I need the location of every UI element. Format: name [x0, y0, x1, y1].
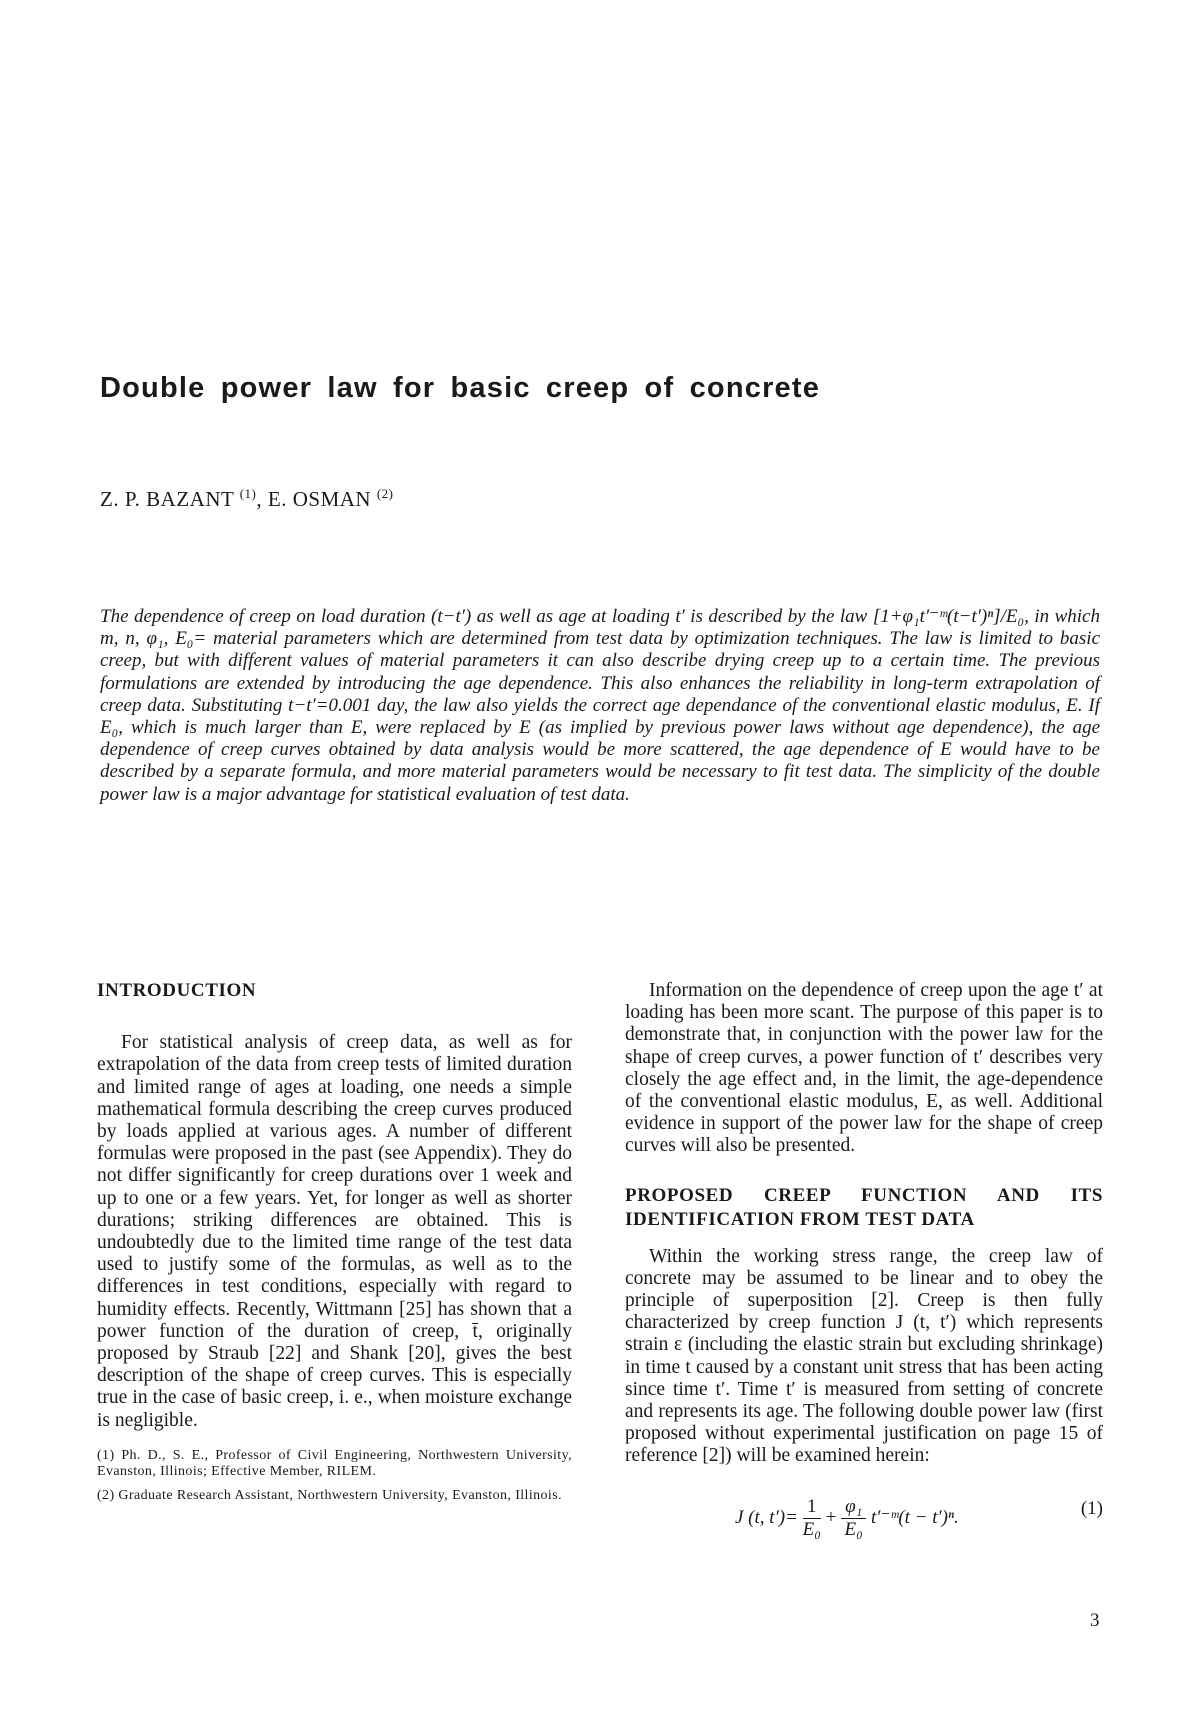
section-heading-introduction: INTRODUCTION	[97, 980, 257, 1001]
plus-sign: +	[825, 1506, 837, 1528]
equation-fraction	[803, 1496, 821, 1541]
abstract: The dependence of creep on load duration (t−t′) as well as age at loading t′ is described by the law [1+φ₁t′⁻ᵐ(t−t′)ⁿ]/E₀, in which m, n, φ₁, E₀= material parameters which are determined from test data by optimization techniques. The law is limited to basic creep, but with different values of material parameters it can also describe drying creep up to a certain time. The previous formulations are extended by introducing the age dependence. This also enhances the reliability in long-term extrapolation of creep data. Substituting t−t′=0.001 day, the law also yields the correct age dependance of the conventional elastic modulus, E. If E₀, which is much larger than E, were replaced by E (as implied by previous power laws without age dependence), the age dependence of creep curves obtained by data analysis would be more scattered, the age dependence of E would have to be described by a separate formula, and more material parameters would be necessary to fit test data. The simplicity of the double power law is a major advantage for statistical evaluation of test data.	[100, 606, 1100, 805]
equation-tail: t′⁻ᵐ(t − t′)ⁿ.	[870, 1506, 959, 1528]
section-heading-proposed-creep-function: PROPOSED CREEP FUNCTION AND ITS IDENTIFICATION FROM TEST DATA	[625, 1184, 1103, 1230]
footnotes	[97, 1448, 572, 1504]
equation-lhs: J (t, t′)=	[735, 1506, 798, 1528]
author-footnote-ref: (1)	[239, 486, 257, 501]
author-footnote-ref: (2)	[376, 486, 394, 501]
equation	[625, 1486, 1103, 1546]
author-line	[100, 486, 394, 512]
page-number: 3	[1090, 1610, 1100, 1631]
equation-number: (1)	[1080, 1497, 1103, 1519]
right-column	[625, 980, 1103, 1546]
fraction-numerator: φ₁	[841, 1496, 866, 1519]
author-name: Z. P. BAZANT	[100, 487, 234, 511]
footnote: (1) Ph. D., S. E., Professor of Civil Engineering, Northwestern University, Evanston, Illinois; Effective Member, RILEM.	[97, 1447, 572, 1479]
body-paragraph: Within the working stress range, the creep law of concrete may be assumed to be linear and to obey the principle of superposition [2]. Creep is then fully characterized by creep function J (t, t′) which represents strain ε (including the elastic strain but excluding shrinkage) in time t caused by a constant unit stress that has been acting since time t′. Time t′ is measured from setting of concrete and represents its age. The following double power law (first proposed without experimental justification on page 15 of reference [2]) will be examined herein:	[625, 1245, 1103, 1467]
equation-fraction	[841, 1496, 866, 1541]
paper-title: Double power law for basic creep of concrete	[100, 372, 821, 404]
left-column	[97, 980, 572, 1512]
author-separator: ,	[256, 487, 268, 511]
fraction-denominator: E₀	[844, 1518, 863, 1540]
author-name: E. OSMAN	[267, 487, 372, 511]
fraction-numerator: 1	[803, 1496, 821, 1519]
footnote: (2) Graduate Research Assistant, Northwestern University, Evanston, Illinois.	[97, 1487, 562, 1503]
introduction-paragraph: For statistical analysis of creep data, as well as for extrapolation of the data from creep tests of limited duration and limited range of ages at loading, one needs a simple mathematical formula describing the creep curves produced by loads applied at various ages. A number of different formulas were proposed in the past (see Appendix). They do not differ significantly for creep durations over 1 week and up to one or a few years. Yet, for longer as well as shorter durations; striking differences are obtained. This is undoubtedly due to the limited time range of the test data used to justify some of the formulas, as well as to the differences in test conditions, especially with regard to humidity effects. Recently, Wittmann [25] has shown that a power function of the duration of creep, t̄, originally proposed by Straub [22] and Shank [20], gives the best description of the shape of creep curves. This is especially true in the case of basic creep, i. e., when moisture exchange is negligible.	[97, 1032, 572, 1431]
equation-body	[735, 1496, 959, 1541]
fraction-denominator: E₀	[802, 1518, 821, 1540]
introduction-paragraph: Information on the dependence of creep upon the age t′ at loading has been more scant. The purpose of this paper is to demonstrate that, in conjunction with the power law for the shape of creep curves, a power function of t′ describes very closely the age effect and, in the limit, the age-dependence of the conventional elastic modulus, E, as well. Additional evidence in support of the power law for the shape of creep curves will also be presented.	[625, 980, 1103, 1157]
